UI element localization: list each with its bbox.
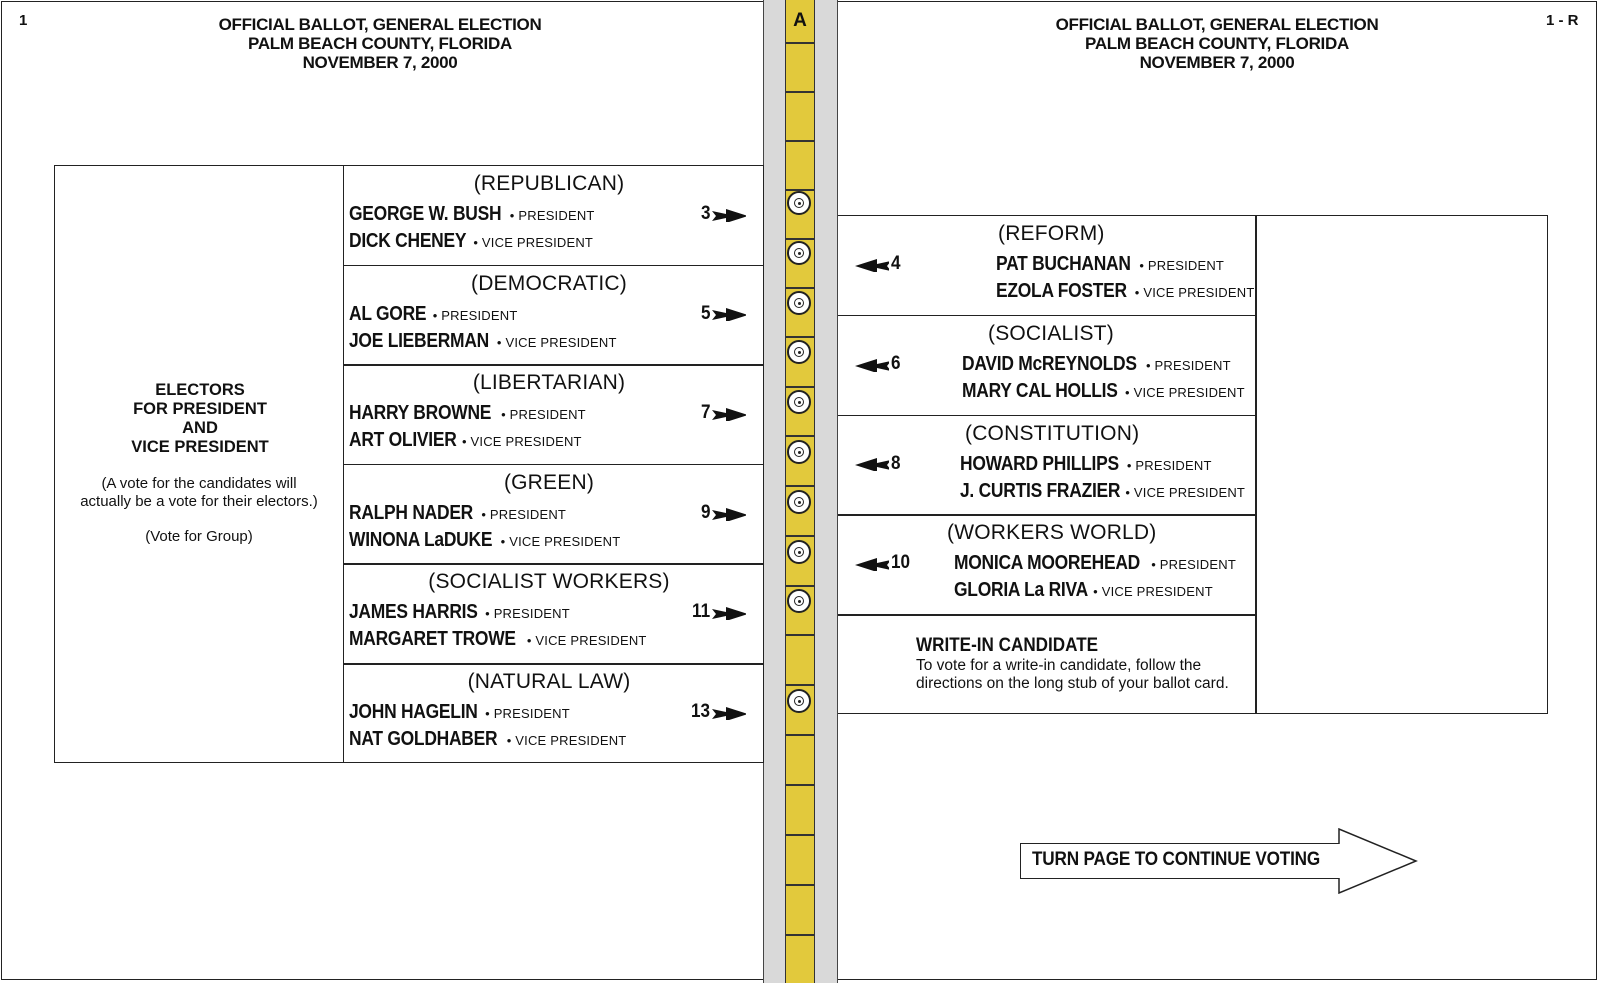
vice-president-line [960,479,1245,503]
party-row [344,464,764,564]
ballot-number: 4 [891,253,901,274]
vice-president-role: • VICE PRESIDENT [1134,285,1255,300]
punch-hole[interactable] [787,589,811,613]
party-label: (SOCIALIST) [988,321,1114,345]
write-in-title: WRITE-IN CANDIDATE [916,635,1099,656]
electors-note-line: (A vote for the candidates will [101,475,297,492]
electors-title-line: VICE PRESIDENT [131,438,269,456]
president-name: PAT BUCHANAN [996,252,1131,275]
vice-president-name: DICK CHENEY [349,229,467,252]
punch-hole[interactable] [787,191,811,215]
president-line [960,452,1212,476]
punch-column-tick [785,287,815,289]
president-name: JOHN HAGELIN [349,700,478,723]
ballot-number-pointer [692,601,746,623]
vice-president-line [962,379,1245,403]
punch-hole[interactable] [787,390,811,414]
vice-president-name: JOE LIEBERMAN [349,328,489,352]
vice-president-role: • VICE PRESIDENT [1093,584,1213,600]
vice-president-role: • VICE PRESIDENT [500,533,621,549]
president-name: HARRY BROWNE [349,401,492,425]
president-name: JAMES HARRIS [349,600,478,624]
president-role: • PRESIDENT [485,606,570,622]
vice-president-line [349,528,620,552]
header-county: PALM BEACH COUNTY, FLORIDA [1085,34,1349,53]
president-role: • PRESIDENT [1151,557,1236,573]
party-row [344,563,764,663]
ballot-number: 6 [891,352,901,374]
vice-president-role: • VICE PRESIDENT [506,733,627,748]
president-name: AL GORE [349,301,427,325]
vote-for-group-note: (Vote for Group) [145,528,253,545]
header-title: OFFICIAL BALLOT, GENERAL ELECTION [1055,15,1379,34]
punch-column-tick [785,238,815,240]
president-line [349,401,586,425]
president-line [954,551,1236,575]
president-role: • PRESIDENT [509,208,595,223]
punch-column-tick [785,934,815,936]
arrow-left-icon [855,258,889,272]
vice-president-role: • VICE PRESIDENT [1125,384,1245,400]
president-line [996,252,1224,276]
punch-column-tick [785,535,815,537]
party-label: (WORKERS WORLD) [947,521,1157,545]
row-divider [838,415,1256,417]
president-role: • PRESIDENT [1126,457,1212,473]
electors-title-line: AND [182,419,218,437]
vice-president-role: • VICE PRESIDENT [526,633,647,649]
arrow-left-icon [855,557,889,571]
president-line [349,700,570,724]
party-row [344,265,764,365]
punch-column-tick [785,386,815,388]
arrow-right-icon [712,407,746,421]
arrow-left-icon [855,457,889,471]
punch-hole[interactable] [787,689,811,713]
vice-president-name: ART OLIVIER [349,428,457,452]
punch-column-tick [785,784,815,786]
punch-column-tick [785,834,815,836]
vice-president-line [349,627,647,651]
header-county: PALM BEACH COUNTY, FLORIDA [248,34,512,53]
party-label: (NATURAL LAW) [467,670,631,693]
ballot-number-pointer [691,701,746,723]
vice-president-name: J. CURTIS FRAZIER [960,478,1121,502]
vice-president-name: MARY CAL HOLLIS [962,378,1118,402]
vice-president-name: NAT GOLDHABER [349,727,498,750]
president-name: GEORGE W. BUSH [349,202,502,225]
spine-gray-right [815,0,838,983]
ballot-number: 7 [701,402,711,424]
ballot-number-pointer [855,453,902,475]
header-left [180,15,580,72]
turn-page-arrow-icon [1338,828,1418,894]
president-line [962,352,1231,376]
vice-president-role: • VICE PRESIDENT [461,434,582,450]
page-number-left: 1 [19,12,28,29]
party-label: (REPUBLICAN) [473,172,625,195]
vice-president-line [349,428,582,452]
arrow-left-icon [855,358,889,372]
header-date: NOVEMBER 7, 2000 [302,53,458,72]
punch-column-tick [785,734,815,736]
row-divider [838,614,1256,616]
president-name: DAVID McREYNOLDS [962,351,1137,375]
punch-column-tick [785,91,815,93]
punch-hole[interactable] [787,440,811,464]
ballot-number: 11 [691,601,710,623]
punch-column-tick [785,884,815,886]
party-label: (DEMOCRATIC) [471,271,627,295]
arrow-right-icon [712,606,746,620]
party-label: (REFORM) [998,222,1105,245]
punch-hole[interactable] [787,540,811,564]
vice-president-line [349,329,617,353]
vice-president-line [996,279,1254,303]
punch-column-tick [785,140,815,142]
party-row [344,165,764,265]
party-row [344,364,764,464]
punch-column-tick [785,684,815,686]
president-line [349,302,518,326]
president-role: • PRESIDENT [1139,258,1225,273]
electors-note-line: actually be a vote for their electors.) [80,493,318,510]
president-role: • PRESIDENT [501,407,586,423]
arrow-right-icon [712,307,746,321]
party-label: (LIBERTARIAN) [472,371,626,395]
vice-president-line [349,229,593,253]
president-name: HOWARD PHILLIPS [960,451,1119,475]
ballot-number: 10 [891,552,911,574]
party-label: (CONSTITUTION) [965,421,1140,445]
arrow-right-icon [712,208,746,222]
president-line [349,501,566,525]
president-line [349,202,595,226]
arrow-right-icon [712,706,746,720]
president-name: MONICA MOOREHEAD [954,551,1140,575]
vice-president-name: MARGARET TROWE [349,627,516,651]
vice-president-name: WINONA LaDUKE [349,527,493,551]
party-label: (GREEN) [503,470,595,494]
punch-column-tick [785,634,815,636]
ballot-number-pointer [701,203,746,225]
spine-gray-left [763,0,786,983]
ballot-number-pointer [855,353,902,375]
ballot-number: 3 [701,203,711,224]
column-label: A [793,10,807,31]
ballot-number-pointer [855,253,902,275]
vice-president-role: • VICE PRESIDENT [473,235,594,250]
electors-cell [54,165,344,763]
page-number-right: 1 - R [1546,12,1579,29]
ballot-number: 13 [690,701,710,722]
president-role: • PRESIDENT [481,506,567,522]
punch-hole[interactable] [787,490,811,514]
ballot-number: 5 [701,302,711,324]
header-right [1017,15,1417,72]
vice-president-line [349,727,626,751]
ballot-number-pointer [701,303,746,325]
party-label: (SOCIALIST WORKERS) [428,570,670,594]
row-divider [838,514,1256,516]
arrow-right-icon [712,507,746,521]
electors-note [60,475,338,511]
president-name: RALPH NADER [349,500,474,524]
vice-president-name: EZOLA FOSTER [996,279,1127,302]
electors-title-line: ELECTORS [155,381,245,399]
ballot-number-pointer [701,402,746,424]
turn-page-label: TURN PAGE TO CONTINUE VOTING [1032,848,1321,870]
vice-president-role: • VICE PRESIDENT [496,334,617,350]
vice-president-line [954,578,1213,602]
president-role: • PRESIDENT [485,706,570,721]
electors-title [110,381,290,457]
ballot-number-pointer [855,552,912,574]
president-line [349,600,570,624]
vice-president-role: • VICE PRESIDENT [1125,484,1246,500]
write-in-section [916,635,1246,693]
president-role: • PRESIDENT [1145,357,1231,373]
punch-hole[interactable] [787,340,811,364]
ballot-number: 8 [891,452,901,474]
write-in-instruction-line: To vote for a write-in candidate, follow the [916,657,1202,674]
ballot-number-pointer [701,502,746,524]
ballot-number: 9 [701,501,711,523]
row-divider [838,315,1256,317]
punch-column-tick [785,336,815,338]
punch-column-tick [785,42,815,44]
electors-title-line: FOR PRESIDENT [133,400,267,418]
right-table-divider [1255,215,1257,714]
header-date: NOVEMBER 7, 2000 [1139,53,1295,72]
president-role: • PRESIDENT [432,307,518,323]
punch-column-tick [785,485,815,487]
vice-president-name: GLORIA La RIVA [954,578,1088,602]
punch-hole[interactable] [787,291,811,315]
punch-hole[interactable] [787,241,811,265]
punch-column-tick [785,585,815,587]
party-row [344,663,764,763]
punch-column-tick [785,435,815,437]
write-in-instruction-line: directions on the long stub of your ballot card. [916,675,1229,692]
header-title: OFFICIAL BALLOT, GENERAL ELECTION [218,15,542,34]
